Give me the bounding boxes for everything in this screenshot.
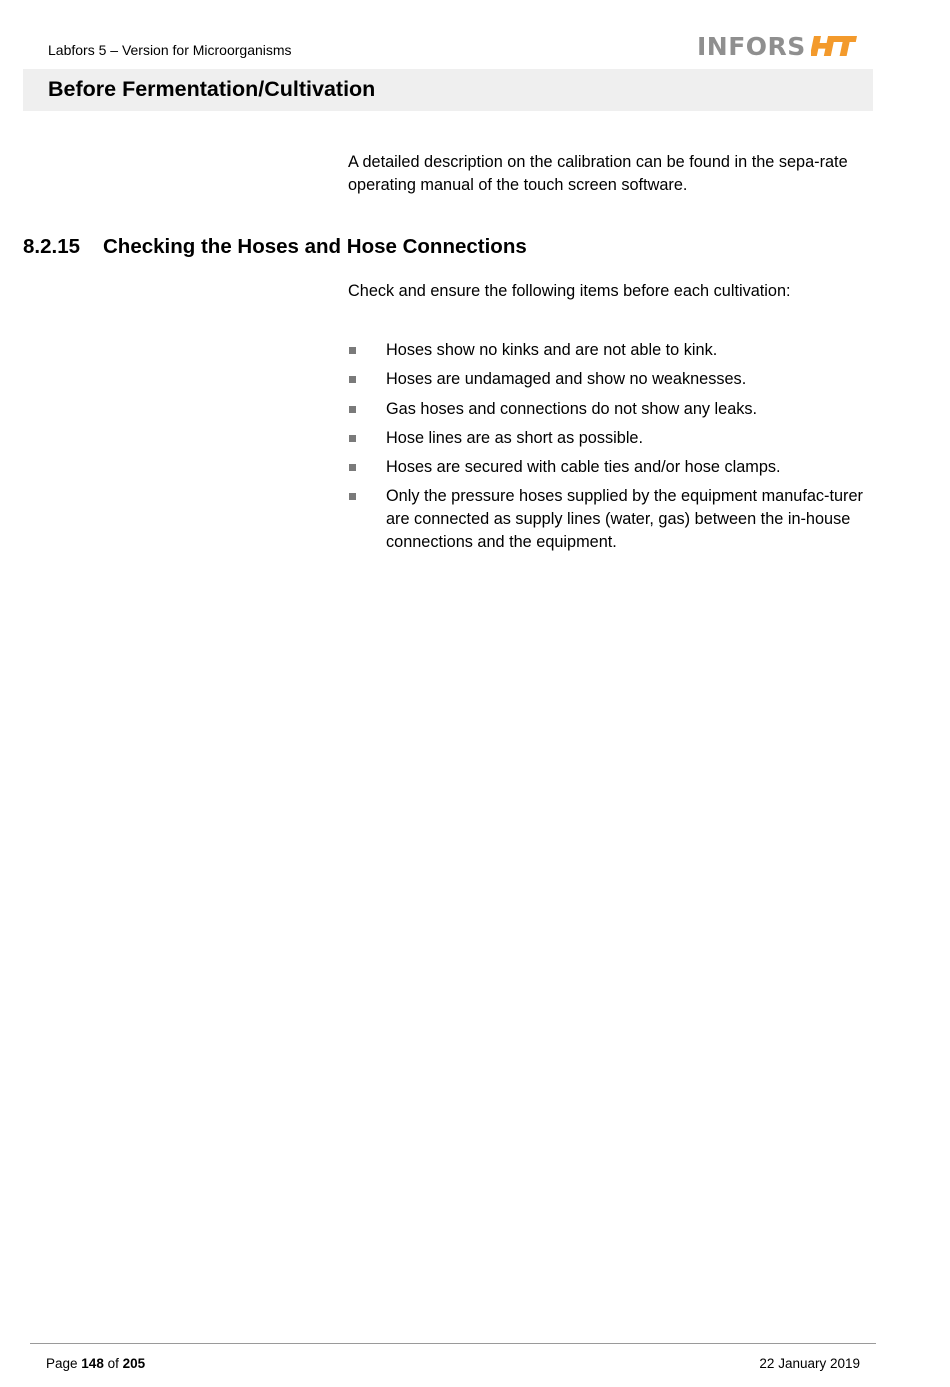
page-total: 205 xyxy=(122,1356,146,1371)
list-item-text: Hose lines are as short as possible. xyxy=(386,428,644,447)
hose-checklist xyxy=(348,339,873,561)
list-item-text: Only the pressure hoses supplied by the equipment manufac-turer are connected as supply lines (water, gas) between the in-house connections and the equipment. xyxy=(386,487,863,552)
list-item xyxy=(348,485,873,554)
list-item-text: Hoses are secured with cable ties and/or hose clamps. xyxy=(386,458,781,477)
list-item xyxy=(348,398,873,421)
page-current: 148 xyxy=(81,1356,104,1371)
checklist-intro: Check and ensure the following items before each cultivation: xyxy=(348,282,791,300)
page-number xyxy=(46,1356,145,1371)
document-date: 22 January 2019 xyxy=(759,1356,860,1371)
subsection-title: Checking the Hoses and Hose Connections xyxy=(103,235,527,258)
square-bullet-icon xyxy=(349,435,356,442)
list-item xyxy=(348,427,873,450)
ht-logo-icon xyxy=(811,34,857,58)
list-item xyxy=(348,368,873,391)
square-bullet-icon xyxy=(349,464,356,471)
page-of: of xyxy=(107,1356,119,1371)
section-title: Before Fermentation/Cultivation xyxy=(48,77,376,101)
infors-ht-logo xyxy=(697,30,857,62)
list-item xyxy=(348,339,873,362)
subsection-number: 8.2.15 xyxy=(23,235,80,258)
list-item-text: Hoses are undamaged and show no weaknesses. xyxy=(386,370,747,389)
section-header-bar xyxy=(23,69,873,111)
subsection-heading xyxy=(23,235,527,259)
page-prefix: Page xyxy=(46,1356,78,1371)
logo-wordmark: INFORS xyxy=(697,31,806,61)
list-item xyxy=(348,456,873,479)
list-item-text: Gas hoses and connections do not show any leaks. xyxy=(386,399,758,418)
square-bullet-icon xyxy=(349,347,356,354)
square-bullet-icon xyxy=(349,406,356,413)
square-bullet-icon xyxy=(349,493,356,500)
document-title: Labfors 5 – Version for Microorganisms xyxy=(48,42,292,58)
calibration-note: A detailed description on the calibration can be found in the sepa-rate operating manual of the touch screen software. xyxy=(348,153,848,194)
square-bullet-icon xyxy=(349,376,356,383)
footer-divider xyxy=(30,1343,876,1344)
list-item-text: Hoses show no kinks and are not able to kink. xyxy=(386,341,718,359)
